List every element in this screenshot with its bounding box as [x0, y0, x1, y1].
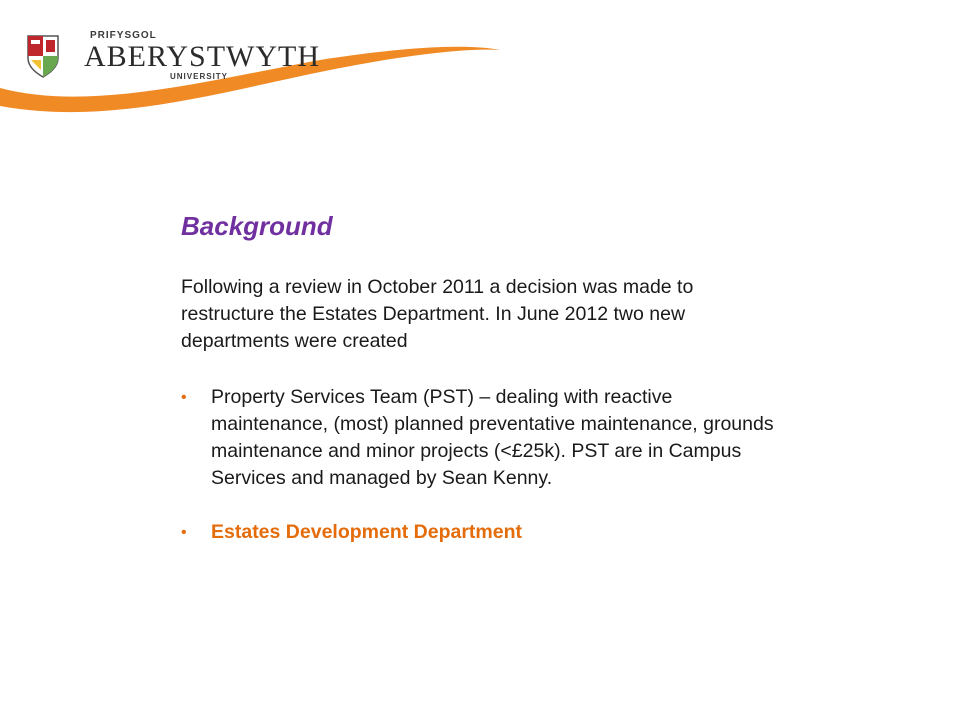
logo-aberystwyth: ABERYSTWYTH — [84, 40, 320, 73]
logo-prifysgol: PRIFYSGOL — [90, 30, 157, 41]
logo-university: UNIVERSITY — [170, 72, 229, 81]
bullet-item-pst — [181, 384, 791, 492]
bullet-text: Property Services Team (PST) – dealing with reactive maintenance, (most) planned preventative maintenance, grounds maintenance and minor projects (<£25k). PST are in Campus Services and managed by Sean Kenny. — [211, 386, 774, 489]
slide-content — [181, 208, 801, 573]
crest-icon — [26, 34, 60, 78]
bullet-icon: • — [181, 389, 187, 406]
bullet-item-estates — [181, 519, 791, 546]
bullet-icon: • — [181, 524, 187, 541]
slide-title: Background — [181, 211, 333, 241]
bullet-list — [181, 384, 801, 546]
bullet-text: Estates Development Department — [211, 521, 523, 543]
intro-paragraph: Following a review in October 2011 a decision was made to restructure the Estates Department. In June 2012 two new departments were created — [181, 276, 694, 352]
university-logo — [22, 28, 320, 84]
